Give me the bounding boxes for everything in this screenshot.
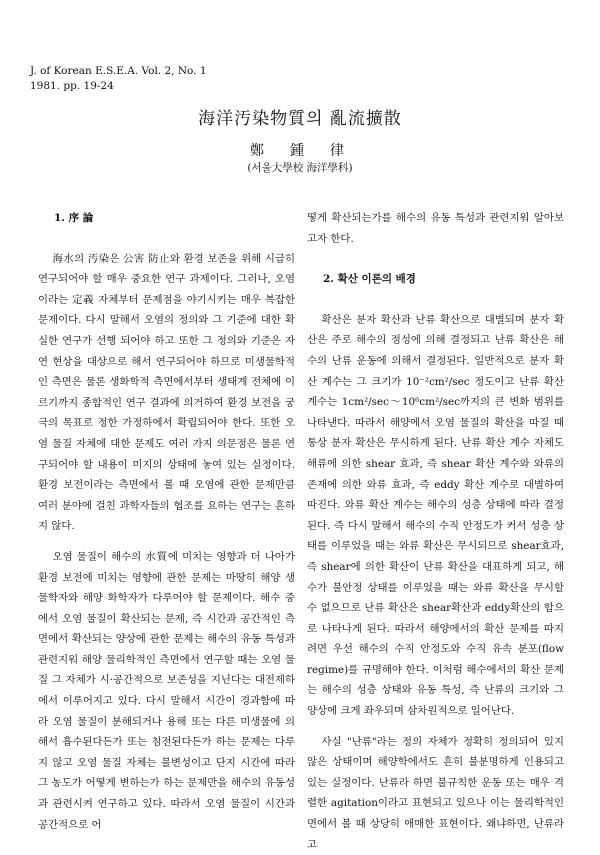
- paragraph: 海水의 汚染은 公害 防止와 환경 보존을 위해 시급히 연구되어야 할 매우 중요한 연구 과제이다. 그러나, 오염이라는 定義 자체부터 문제점을 야기시키는 매우 복잡한 문제이다. 다시 말해서 오염의 정의와 그 기준에 대한 확실한 연구가 선행 되어야 하고 또한 그 정의와 기준은 자연 현상을 대상으로 해서 연구되어야 하므로 미생물학적인 측면은 물론 생화학적 측면에서부터 생태계 전체에 이르기까지 종합적인 연구 결과에 의거하여 환경 보전을 궁극의 목표로 정한 가정하에서 확립되어야 한다. 또한 오염 물질 자체에 대한 문제도 여러 가지 의문점은 물론 연구되어야 할 내용이 미지의 상태에 놓여 있는 실정이다. 환경 보전이라는 측면에서 볼 때 오염에 관한 문제만큼 여러 분야에 걸친 과학자들의 협조를 요하는 연구는 흔하지 않다.: [38, 252, 295, 533]
- journal-line-volume: J. of Korean E.S.E.A. Vol. 2, No. 1: [30, 65, 207, 77]
- paragraph: 떻게 확산되는가를 해수의 유동 특성과 관련지워 알아보고자 한다.: [307, 212, 564, 245]
- section-heading-introduction: 1. 序 論: [54, 212, 94, 224]
- right-column: [307, 208, 564, 855]
- paragraph: 오염 물질이 해수의 水質에 미치는 영향과 더 나아가 환경 보전에 미치는 영향에 관한 문제는 마땅히 해양 생물학자와 해양 화학자가 다루어야 할 문제이다. 해수 중에서 오염 물질이 확산되는 문제, 즉 시간과 공간적인 측면에서 확산되는 양상에 관한 문제는 해수의 유동 특성과 관련지워 해양 물리학적인 측면에서 연구할 때는 오염 물질 그 자체가 시·공간적으로 보존성을 지닌다는 대전제하에서 이루어지고 있다. 다시 말해서 시간이 경과함에 따라 오염 물질이 분해되거나 용해 또는 다른 미생물에 의해서 흡수된다든가 또는 침전된다든가 하는 문제는 다루지 않고 오염 물질 자체는 불변성이고 단지 시간에 따라 그 농도가 어떻게 변하는가 하는 문제만을 해수의 유동성과 관련시켜 연구하고 있다. 따라서 오염 물질이 시간과 공간적으로 어: [38, 550, 295, 831]
- paragraph: 사실 "난류"라는 정의 자체가 정확히 정의되어 있지 않은 상태이며 해양학에서도 흔히 불분명하게 인용되고 있는 실정이다. 난류라 하면 불규칙한 운동 또는 매우 격렬한 agitation이라고 표현되고 있으나 이는 물리학적인 면에서 볼 때 상당히 애매한 표현이다. 왜냐하면, 난류라고: [307, 735, 564, 851]
- author-affiliation: (서울大學校 海洋學科): [247, 162, 353, 174]
- journal-citation: [30, 64, 207, 94]
- journal-line-pages: 1981. pp. 19-24: [30, 80, 114, 92]
- left-column: [38, 208, 295, 835]
- paragraph: 확산은 분자 확산과 난류 확산으로 대별되며 분자 확산은 주로 해수의 점성에 의해 결정되고 난류 확산은 해수의 난류 운동에 의해서 결정된다. 일반적으로 분자 확산 계수는 그 크기가 10⁻²cm²/sec 정도이고 난류 확산 계수는 1cm²/sec～10⁶cm²/sec까지의 큰 변화 범위를 나타낸다. 따라서 해양에서 오염 물질의 확산을 따질 때 통상 분자 확산은 무시하게 된다. 난류 확산 계수 자체도 해류에 의한 shear 효과, 즉 shear 확산 계수와 와류의 존재에 의한 와류 효과, 즉 eddy 확산 계수로 대별하여 따진다. 와류 확산 계수는 해수의 성층 상태에 따라 결정된다. 즉 다시 말해서 해수의 수직 안정도가 커서 성층 상태를 이루었을 때는 와류 확산은 무시되므로 shear효과, 즉 shear에 의한 확산이 난류 확산을 대표하게 되고, 해수가 불안정 상태를 이루었을 때는 와류 확산을 무시할 수 없으므로 난류 확산은 shear확산과 eddy확산의 합으로 나타나게 된다. 따라서 해양에서의 확산 문제를 따지려면 우선 해수의 수직 안정도와 수직 유속 분포(flow regime)를 규명해야 한다. 이처럼 해수에서의 확산 문제는 해수의 성층 상태와 유동 특성, 즉 난류의 크기와 그 양상에 크게 좌우되며 삼차원적으로 일어난다.: [307, 313, 564, 718]
- author-name: 鄭 鍾 律: [250, 143, 350, 159]
- section-heading-diffusion-theory: 2. 확산 이론의 배경: [323, 273, 416, 286]
- paper-title: 海洋汚染物質의 亂流擴散: [198, 109, 402, 129]
